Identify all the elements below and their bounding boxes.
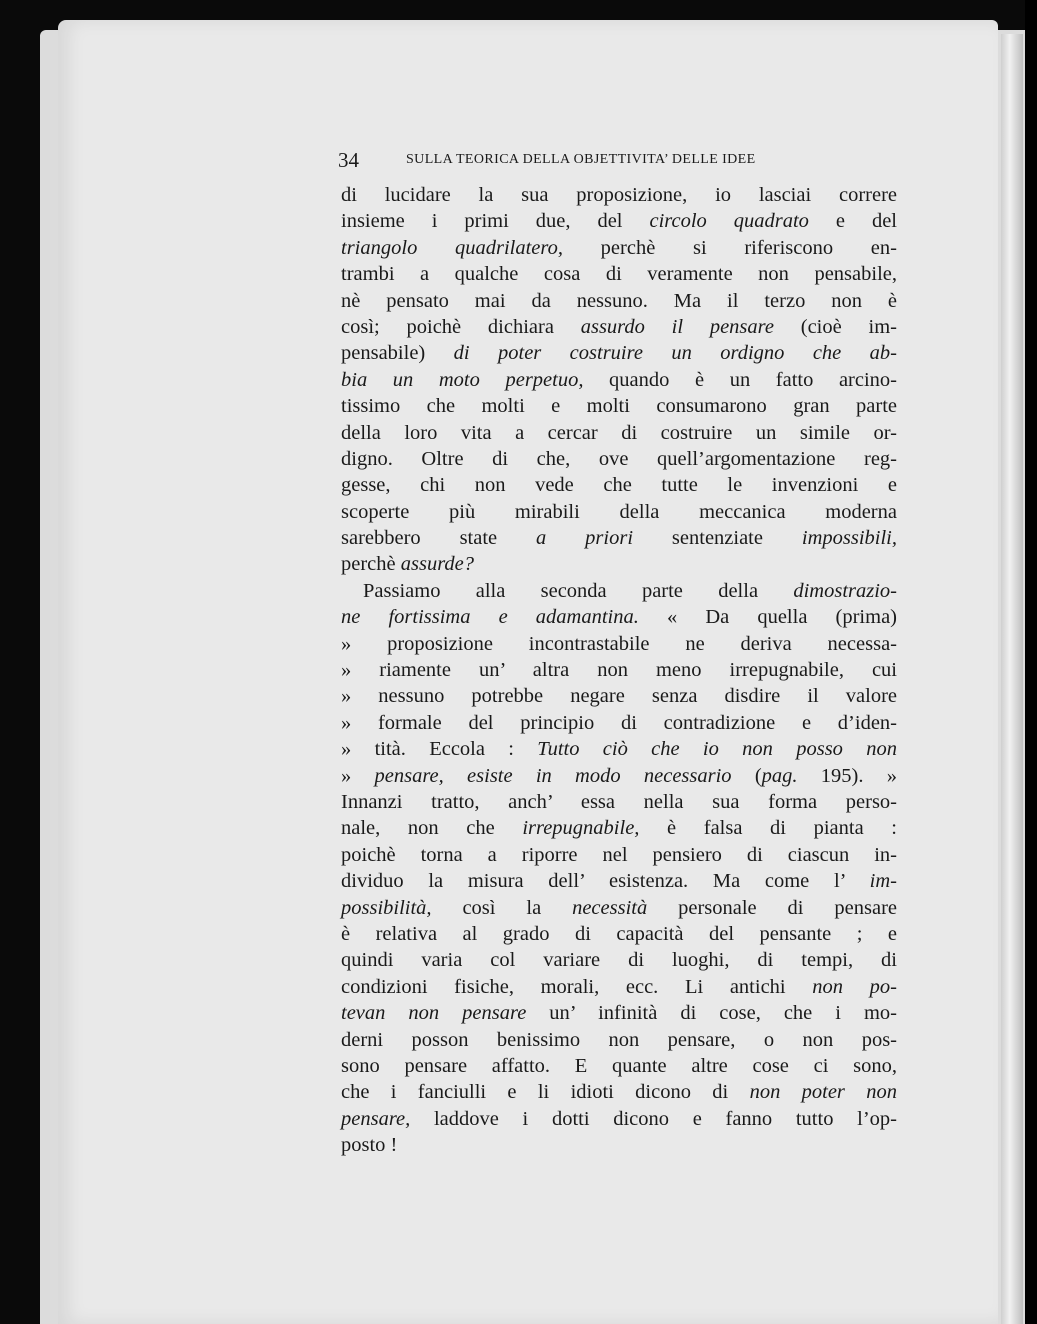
- italic-text: tevan non pensare: [341, 1002, 527, 1025]
- italic-text: necessità: [572, 896, 648, 919]
- text-line: [341, 314, 897, 340]
- scan-border: [1025, 0, 1037, 1324]
- text-segment: nè pensato mai da nessuno. Ma il terzo non è: [341, 289, 897, 312]
- text-segment: scoperte più mirabili della meccanica moderna: [341, 500, 897, 523]
- page-edge: [1001, 34, 1023, 1324]
- italic-text: dimostrazio-: [793, 579, 897, 602]
- text-line: [341, 1106, 897, 1132]
- text-segment: digno. Oltre di che, ove quell’argomentazione reg-: [341, 447, 897, 470]
- italic-text: pag.: [761, 764, 798, 787]
- text-line: [341, 420, 897, 446]
- italic-text: pensare,: [341, 1107, 411, 1130]
- text-segment: tissimo che molti e molti consumarono gran parte: [341, 395, 897, 418]
- text-segment: un’ infinità di cose, che i mo-: [526, 1002, 897, 1025]
- text-line: [341, 947, 897, 973]
- text-segment: così la: [431, 896, 573, 919]
- text-segment: 195). »: [797, 764, 898, 787]
- text-segment: laddove i dotti dicono e fanno tutto l’op-: [410, 1107, 897, 1130]
- italic-text: bia un moto perpetuo,: [341, 368, 584, 391]
- text-line: [341, 789, 897, 815]
- text-line: [341, 974, 897, 1000]
- text-line: [341, 340, 897, 366]
- text-line: [341, 578, 897, 604]
- italic-text: assurde?: [400, 553, 475, 576]
- italic-text: triangolo quadrilatero,: [341, 236, 563, 259]
- text-segment: poichè torna a riporre nel pensiero di ciascun in-: [341, 843, 897, 866]
- italic-text: ne fortissima e adamantina.: [341, 606, 639, 629]
- text-line: [341, 208, 897, 234]
- text-segment: perchè si riferiscono en-: [563, 236, 897, 259]
- text-segment: gesse, chi non vede che tutte le invenzioni e: [341, 474, 897, 497]
- text-segment: derni posson benissimo non pensare, o non pos-: [341, 1028, 897, 1051]
- italic-text: Tutto ciò che io non posso non: [537, 738, 897, 761]
- text-line: [341, 1079, 897, 1105]
- text-segment: Passiamo alla seconda parte della: [363, 579, 794, 602]
- italic-text: a priori: [536, 527, 634, 550]
- text-line: [341, 710, 897, 736]
- text-segment: » tità. Eccola :: [341, 738, 538, 761]
- italic-text: non poter non: [749, 1081, 897, 1104]
- text-line: [341, 1027, 897, 1053]
- italic-text: assurdo il pensare: [580, 315, 774, 338]
- text-segment: pensabile): [341, 342, 454, 365]
- text-line: [341, 736, 897, 762]
- text-segment: (: [731, 764, 762, 787]
- text-segment: »: [341, 764, 375, 787]
- text-segment: insieme i primi due, del: [341, 210, 650, 233]
- text-segment: quindi varia col variare di luoghi, di tempi, di: [341, 949, 897, 972]
- italic-text: irrepugnabile,: [522, 817, 640, 840]
- italic-text: possibilità,: [341, 896, 432, 919]
- text-segment: sentenziate: [633, 527, 802, 550]
- text-line: [341, 446, 897, 472]
- text-segment: » formale del principio di contradizione e d’iden-: [341, 711, 897, 734]
- running-title: SULLA TEORICA DELLA OBJETTIVITA’ DELLE IDEE: [406, 152, 756, 167]
- text-segment: personale di pensare: [647, 896, 897, 919]
- text-segment: quando è un fatto arcino-: [583, 368, 897, 391]
- text-line: [341, 815, 897, 841]
- text-line: [341, 235, 897, 261]
- text-segment: » riamente un’ altra non meno irrepugnabile, cui: [341, 659, 897, 682]
- text-line: [341, 499, 897, 525]
- text-line: [341, 393, 897, 419]
- text-line: [341, 842, 897, 868]
- italic-text: im-: [869, 870, 897, 893]
- text-segment: Innanzi tratto, anch’ essa nella sua forma perso-: [341, 790, 897, 813]
- text-line: [341, 763, 897, 789]
- text-segment: della loro vita a cercar di costruire un simile or-: [341, 421, 897, 444]
- text-line: [341, 1000, 897, 1026]
- text-line: [341, 261, 897, 287]
- text-segment: che i fanciulli e li idioti dicono di: [341, 1081, 750, 1104]
- text-segment: « Da quella (prima): [638, 606, 897, 629]
- italic-text: non po-: [812, 975, 897, 998]
- text-segment: è falsa di pianta :: [639, 817, 898, 840]
- text-segment: sono pensare affatto. E quante altre cose ci sono,: [341, 1054, 897, 1077]
- text-segment: dividuo la misura dell’ esistenza. Ma come l’: [341, 870, 870, 893]
- text-segment: nale, non che: [341, 817, 523, 840]
- text-segment: e del: [808, 210, 897, 233]
- text-segment: condizioni fisiche, morali, ecc. Li antichi: [341, 975, 813, 998]
- text-line: [341, 895, 897, 921]
- text-segment: sarebbero state: [341, 527, 537, 550]
- italic-text: circolo quadrato: [649, 210, 809, 233]
- text-segment: trambi a qualche cosa di veramente non pensabile,: [341, 263, 897, 286]
- text-line: [341, 525, 897, 551]
- italic-text: pensare, esiste in modo necessario: [374, 764, 732, 787]
- text-line: [341, 1053, 897, 1079]
- text-segment: è relativa al grado di capacità del pensante ; e: [341, 922, 897, 945]
- text-line: [341, 657, 897, 683]
- text-segment: (cioè im-: [773, 315, 897, 338]
- italic-text: di poter costruire un ordigno che ab-: [453, 342, 897, 365]
- body-text: [341, 182, 897, 1158]
- text-line: [341, 683, 897, 709]
- text-line: [341, 472, 897, 498]
- text-segment: » proposizione incontrastabile ne deriva necessa-: [341, 632, 897, 655]
- text-line: [341, 604, 897, 630]
- text-segment: di lucidare la sua proposizione, io lasciai correre: [341, 184, 897, 206]
- page-header: [338, 148, 898, 172]
- text-line: [341, 367, 897, 393]
- page-number: 34: [338, 148, 359, 172]
- text-segment: posto !: [341, 1134, 398, 1157]
- text-line: [341, 631, 897, 657]
- text-segment: così; poichè dichiara: [341, 315, 581, 338]
- italic-text: impossibili,: [801, 527, 897, 550]
- text-segment: perchè: [341, 553, 401, 576]
- text-line: [341, 182, 897, 208]
- text-line: [341, 551, 897, 577]
- text-line: [341, 868, 897, 894]
- text-line: [341, 921, 897, 947]
- text-line: [341, 1132, 897, 1158]
- text-segment: » nessuno potrebbe negare senza disdire il valore: [341, 685, 897, 708]
- text-line: [341, 288, 897, 314]
